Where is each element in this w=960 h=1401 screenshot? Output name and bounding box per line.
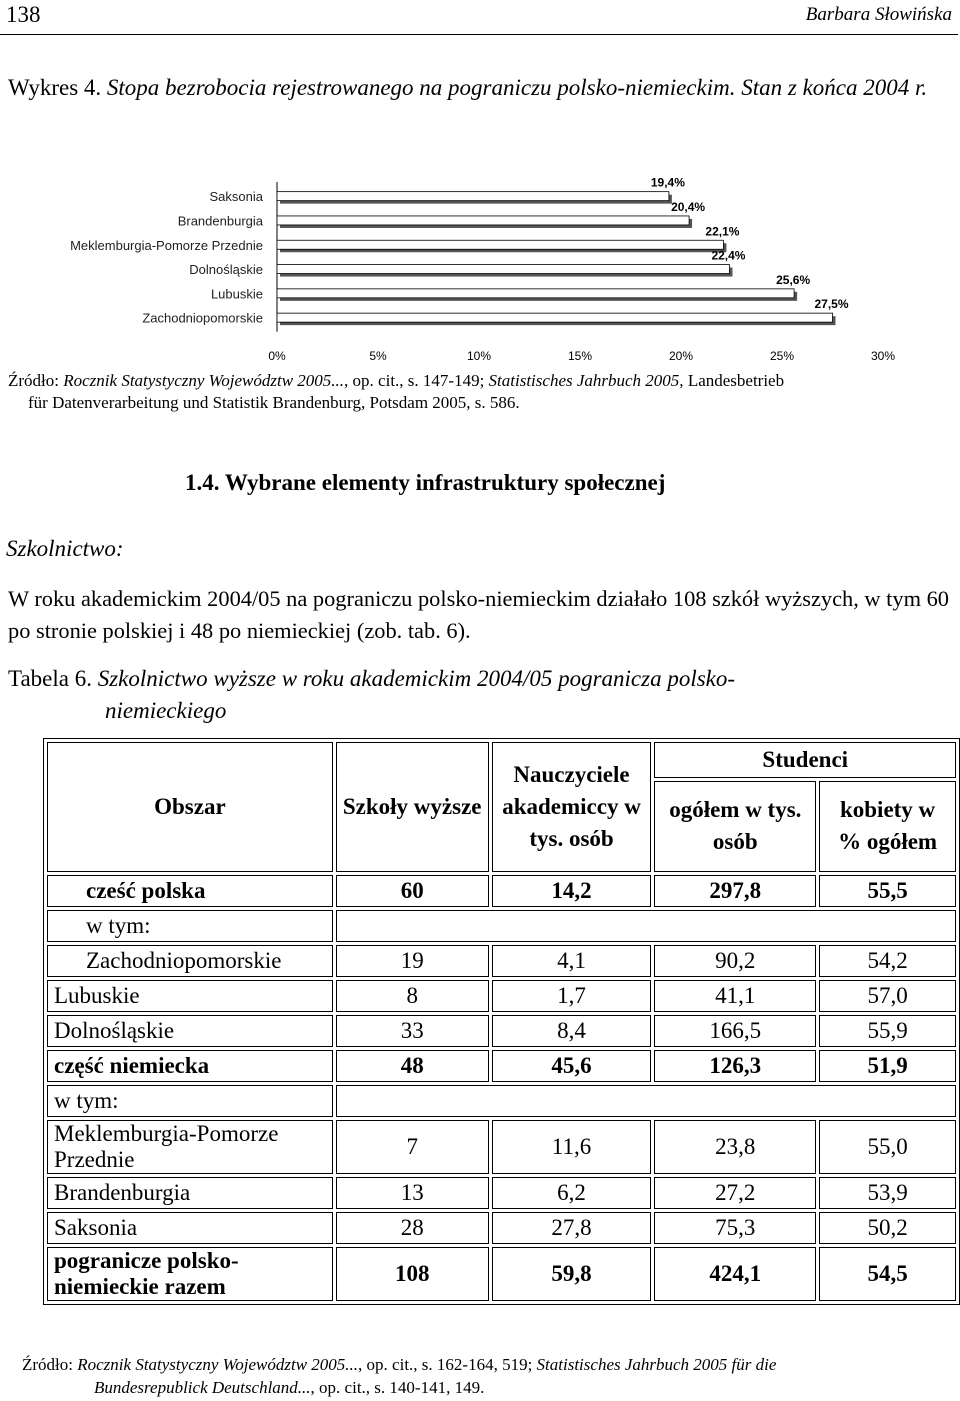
cell-area: Meklemburgia-Pomorze Przednie xyxy=(47,1120,333,1174)
category-label: Zachodniopomorskie xyxy=(142,310,263,326)
cell-area: Zachodniopomorskie xyxy=(47,945,333,977)
cell-schools: 19 xyxy=(336,945,489,977)
cell-women: 51,9 xyxy=(819,1050,956,1082)
header-teachers: Nauczyciele akademiccy w tys. osób xyxy=(492,742,652,872)
data-label: 22,1% xyxy=(705,224,740,239)
data-label: 27,5% xyxy=(814,297,849,312)
cell-total: 90,2 xyxy=(654,945,816,977)
header-students: Studenci xyxy=(654,742,956,778)
cell-total: 23,8 xyxy=(654,1120,816,1174)
table-row xyxy=(47,1050,956,1082)
cell-teachers: 45,6 xyxy=(492,1050,652,1082)
cell-total: 41,1 xyxy=(654,980,816,1012)
cell-teachers: 1,7 xyxy=(492,980,652,1012)
cell-area: w tym: xyxy=(47,910,333,942)
table-row xyxy=(47,980,956,1012)
cell-women: 53,9 xyxy=(819,1177,956,1209)
category-label: Brandenburgia xyxy=(177,213,263,229)
cell-total: 126,3 xyxy=(654,1050,816,1082)
unemployment-bar-chart xyxy=(0,170,960,360)
bar xyxy=(277,240,723,249)
bar xyxy=(277,192,669,201)
figure-label: Wykres 4. xyxy=(8,75,102,100)
x-tick-label: 30% xyxy=(870,348,896,360)
bar xyxy=(277,313,833,322)
figure-caption xyxy=(8,72,928,104)
margin-note: Szkolnictwo: xyxy=(6,536,124,561)
table-title-2: niemieckiego xyxy=(105,698,227,723)
table-row xyxy=(47,1177,956,1209)
running-author: Barbara Słowińska xyxy=(805,4,952,25)
bar xyxy=(277,289,794,298)
cell-total: 166,5 xyxy=(654,1015,816,1047)
category-label: Meklemburgia-Pomorze Przednie xyxy=(70,237,263,253)
cell-area: część niemiecka xyxy=(47,1050,333,1082)
header-students-women: kobiety w % ogółem xyxy=(819,781,956,872)
cell-schools: 28 xyxy=(336,1212,489,1244)
table-row xyxy=(47,1085,956,1117)
source2-text-2: , op. cit., s. 140-141, 149. xyxy=(310,1378,485,1397)
page-number: 138 xyxy=(6,2,41,27)
cell-schools: 48 xyxy=(336,1050,489,1082)
cell-teachers: 4,1 xyxy=(492,945,652,977)
table-source xyxy=(22,1353,957,1399)
table-title-1: Szkolnictwo wyższe w roku akademickim 2004/05 pogranicza polsko- xyxy=(97,666,736,691)
cell-women: 55,0 xyxy=(819,1120,956,1174)
source2-prefix: Źródło: xyxy=(22,1355,78,1374)
source-line-2: für Datenverarbeitung und Statistik Brandenburg, Potsdam 2005, s. 586. xyxy=(28,393,520,412)
cell-area: cześć polska xyxy=(47,875,333,907)
cell-area: Saksonia xyxy=(47,1212,333,1244)
cell-area: Brandenburgia xyxy=(47,1177,333,1209)
table-row xyxy=(47,910,956,942)
x-tick-label: 20% xyxy=(668,348,694,360)
data-label: 25,6% xyxy=(776,272,811,287)
table-label: Tabela 6. xyxy=(8,666,92,691)
figure-title: Stopa bezrobocia rejestrowanego na pograniczu polsko-niemieckim. Stan z końca 2004 r. xyxy=(106,75,928,100)
cell-total: 424,1 xyxy=(654,1247,816,1301)
cell-area: pogranicze polsko-niemieckie razem xyxy=(47,1247,333,1301)
table-row xyxy=(47,1015,956,1047)
cell-area: Dolnośląskie xyxy=(47,1015,333,1047)
cell-women: 57,0 xyxy=(819,980,956,1012)
cell-women: 55,9 xyxy=(819,1015,956,1047)
x-tick-label: 0% xyxy=(268,348,286,360)
data-label: 19,4% xyxy=(650,175,685,190)
table-row xyxy=(47,945,956,977)
header-schools: Szkoły wyższe xyxy=(336,742,489,872)
bar xyxy=(277,216,689,225)
cell-teachers: 11,6 xyxy=(492,1120,652,1174)
cell-women: 55,5 xyxy=(819,875,956,907)
cell-empty xyxy=(336,1085,956,1117)
table-row xyxy=(47,1120,956,1174)
cell-teachers: 6,2 xyxy=(492,1177,652,1209)
category-label: Lubuskie xyxy=(210,286,263,302)
section-title: 1.4. Wybrane elementy infrastruktury społecznej xyxy=(185,470,666,495)
x-tick-label: 25% xyxy=(769,348,795,360)
category-label: Dolnośląskie xyxy=(189,262,263,278)
cell-teachers: 59,8 xyxy=(492,1247,652,1301)
cell-schools: 13 xyxy=(336,1177,489,1209)
higher-education-table xyxy=(43,738,960,1305)
cell-schools: 7 xyxy=(336,1120,489,1174)
source2-ref-2: Statistisches Jahrbuch 2005 für die xyxy=(536,1355,777,1374)
x-tick-label: 15% xyxy=(567,348,593,360)
cell-empty xyxy=(336,910,956,942)
cell-teachers: 8,4 xyxy=(492,1015,652,1047)
category-label: Saksonia xyxy=(209,189,263,205)
cell-area: w tym: xyxy=(47,1085,333,1117)
cell-schools: 33 xyxy=(336,1015,489,1047)
source-ref-1: Rocznik Statystyczny Województw 2005... xyxy=(63,371,345,390)
body-paragraph: W roku akademickim 2004/05 na pograniczu polsko-niemieckim działało 108 szkół wyższych, w tym 60 po stronie polskiej i 48 po niemieckiej (zob. tab. 6). xyxy=(8,586,950,643)
x-tick-label: 10% xyxy=(466,348,492,360)
header-rule xyxy=(0,34,958,35)
table-row xyxy=(47,1212,956,1244)
cell-total: 75,3 xyxy=(654,1212,816,1244)
cell-women: 54,2 xyxy=(819,945,956,977)
cell-total: 27,2 xyxy=(654,1177,816,1209)
cell-schools: 108 xyxy=(336,1247,489,1301)
data-table xyxy=(43,738,960,1305)
cell-schools: 60 xyxy=(336,875,489,907)
source-prefix: Źródło: xyxy=(8,371,64,390)
source2-ref-1: Rocznik Statystyczny Województw 2005... xyxy=(77,1355,359,1374)
source2-text-1: , op. cit., s. 162-164, 519; xyxy=(358,1355,537,1374)
table-row xyxy=(47,1247,956,1301)
cell-teachers: 14,2 xyxy=(492,875,652,907)
cell-women: 50,2 xyxy=(819,1212,956,1244)
source-text-2: Landesbetrieb xyxy=(683,371,785,390)
bar xyxy=(277,265,729,274)
source-text-1: , op. cit., s. 147-149; xyxy=(344,371,489,390)
source2-ref-3: Bundesrepublick Deutschland... xyxy=(94,1378,311,1397)
cell-teachers: 27,8 xyxy=(492,1212,652,1244)
cell-women: 54,5 xyxy=(819,1247,956,1301)
cell-total: 297,8 xyxy=(654,875,816,907)
cell-area: Lubuskie xyxy=(47,980,333,1012)
cell-schools: 8 xyxy=(336,980,489,1012)
source-ref-2: Statistisches Jahrbuch 2005, xyxy=(488,371,684,390)
table-caption xyxy=(8,663,908,727)
header-students-total: ogółem w tys. osób xyxy=(654,781,816,872)
figure-source xyxy=(8,370,948,414)
x-tick-label: 5% xyxy=(369,348,387,360)
data-label: 22,4% xyxy=(711,248,746,263)
table-row xyxy=(47,875,956,907)
header-area: Obszar xyxy=(47,742,333,872)
data-label: 20,4% xyxy=(671,199,706,214)
